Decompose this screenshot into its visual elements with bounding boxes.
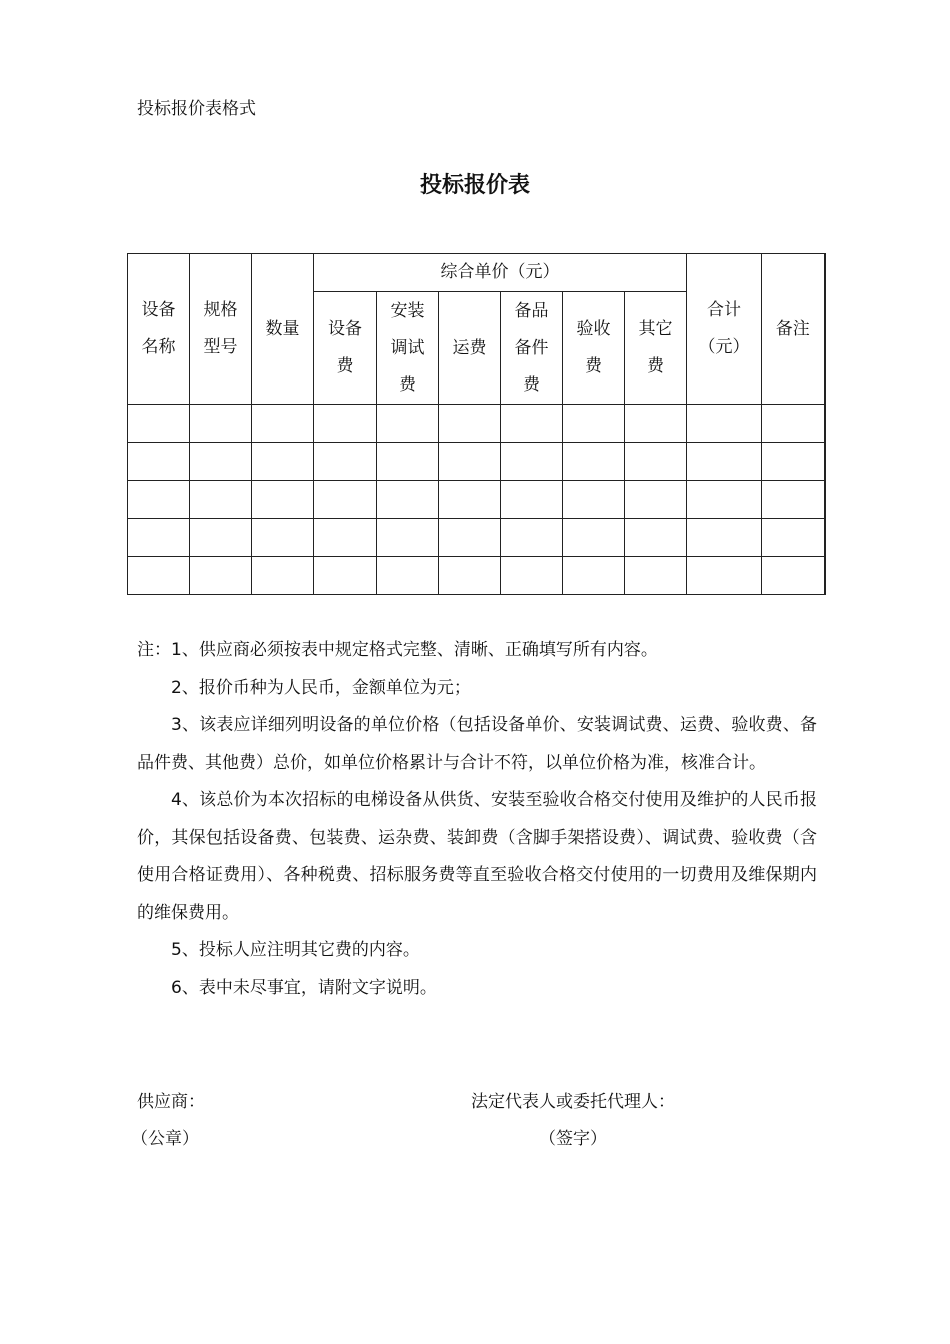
table-cell[interactable]	[501, 481, 563, 519]
table-cell[interactable]	[625, 481, 687, 519]
table-cell[interactable]	[314, 443, 377, 481]
header-remark: 备注	[762, 254, 825, 405]
table-body	[128, 405, 825, 595]
note-5: 5、投标人应注明其它费的内容。	[171, 940, 420, 960]
table-row	[128, 443, 825, 481]
table-cell[interactable]	[439, 443, 501, 481]
table-cell[interactable]	[687, 519, 762, 557]
table-cell[interactable]	[190, 557, 252, 595]
table-cell[interactable]	[687, 557, 762, 595]
table-cell[interactable]	[501, 405, 563, 443]
table-cell[interactable]	[625, 557, 687, 595]
table-cell[interactable]	[762, 519, 825, 557]
table-row	[128, 519, 825, 557]
table-cell[interactable]	[563, 519, 625, 557]
header-equipment-fee: 设备 费	[314, 292, 377, 405]
header-device-name: 设备 名称	[128, 254, 190, 405]
table-cell[interactable]	[762, 481, 825, 519]
table-cell[interactable]	[252, 443, 314, 481]
table-cell[interactable]	[128, 481, 190, 519]
table-cell[interactable]	[314, 557, 377, 595]
table-cell[interactable]	[687, 405, 762, 443]
section-label: 投标报价表格式	[137, 99, 256, 119]
note-2: 2、报价币种为人民币，金额单位为元；	[171, 677, 471, 698]
table-cell[interactable]	[128, 519, 190, 557]
table-cell[interactable]	[625, 443, 687, 481]
table-cell[interactable]	[563, 481, 625, 519]
table-cell[interactable]	[377, 519, 439, 557]
header-unit-price-group: 综合单价（元）	[314, 254, 687, 292]
header-other-fee: 其它 费	[625, 292, 687, 405]
table-cell[interactable]	[252, 405, 314, 443]
table-cell[interactable]	[439, 519, 501, 557]
supplier-seal: （公章）	[131, 1129, 199, 1149]
table-cell[interactable]	[252, 557, 314, 595]
table-cell[interactable]	[439, 481, 501, 519]
table-cell[interactable]	[190, 443, 252, 481]
representative-label: 法定代表人或委托代理人：	[471, 1092, 675, 1112]
table-cell[interactable]	[439, 405, 501, 443]
table-row	[128, 405, 825, 443]
note-3: 3、该表应详细列明设备的单位价格（包括设备单价、安装调试费、运费、验收费、备品件费、其他费）总价，如单位价格累计与合计不符，以单位价格为准，核准合计。	[137, 715, 817, 773]
supplier-label: 供应商：	[137, 1092, 205, 1112]
table-cell[interactable]	[439, 557, 501, 595]
table-cell[interactable]	[314, 405, 377, 443]
table-cell[interactable]	[762, 557, 825, 595]
table-cell[interactable]	[563, 443, 625, 481]
table-cell[interactable]	[625, 519, 687, 557]
table-cell[interactable]	[377, 405, 439, 443]
table-row	[128, 557, 825, 595]
table-cell[interactable]	[501, 557, 563, 595]
table-cell[interactable]	[314, 481, 377, 519]
table-cell[interactable]	[190, 405, 252, 443]
quote-table	[127, 253, 826, 595]
table-cell[interactable]	[128, 405, 190, 443]
note-1: 注：1、供应商必须按表中规定格式完整、清晰、正确填写所有内容。	[137, 640, 658, 660]
table-cell[interactable]	[252, 481, 314, 519]
header-acceptance-fee: 验收 费	[563, 292, 625, 405]
table-cell[interactable]	[252, 519, 314, 557]
note-6: 6、表中未尽事宜，请附文字说明。	[171, 977, 437, 998]
table-cell[interactable]	[128, 557, 190, 595]
table-cell[interactable]	[190, 519, 252, 557]
table-cell[interactable]	[563, 405, 625, 443]
table-cell[interactable]	[377, 443, 439, 481]
table-cell[interactable]	[687, 481, 762, 519]
table-cell[interactable]	[377, 481, 439, 519]
header-quantity: 数量	[252, 254, 314, 405]
table-cell[interactable]	[314, 519, 377, 557]
table-cell[interactable]	[128, 443, 190, 481]
header-freight: 运费	[439, 292, 501, 405]
table-row	[128, 481, 825, 519]
table-cell[interactable]	[762, 443, 825, 481]
table-cell[interactable]	[501, 519, 563, 557]
table-cell[interactable]	[762, 405, 825, 443]
table-cell[interactable]	[625, 405, 687, 443]
representative-sign: （签字）	[539, 1129, 607, 1149]
header-total: 合计 （元）	[687, 254, 762, 405]
note-4: 4、该总价为本次招标的电梯设备从供货、安装至验收合格交付使用及维护的人民币报价，其保包括设备费、包装费、运杂费、装卸费（含脚手架搭设费）、调试费、验收费（含使用合格证费用）、各种税费、招标服务费等直至验收合格交付使用的一切费用及维保期内的维保费用。	[137, 790, 817, 923]
table-cell[interactable]	[501, 443, 563, 481]
table-cell[interactable]	[190, 481, 252, 519]
header-install-fee: 安装 调试 费	[377, 292, 439, 405]
table-cell[interactable]	[563, 557, 625, 595]
header-spec: 规格 型号	[190, 254, 252, 405]
header-spare-parts: 备品 备件 费	[501, 292, 563, 405]
page-title: 投标报价表	[419, 173, 530, 198]
notes	[137, 632, 817, 1007]
table-cell[interactable]	[687, 443, 762, 481]
table-cell[interactable]	[377, 557, 439, 595]
